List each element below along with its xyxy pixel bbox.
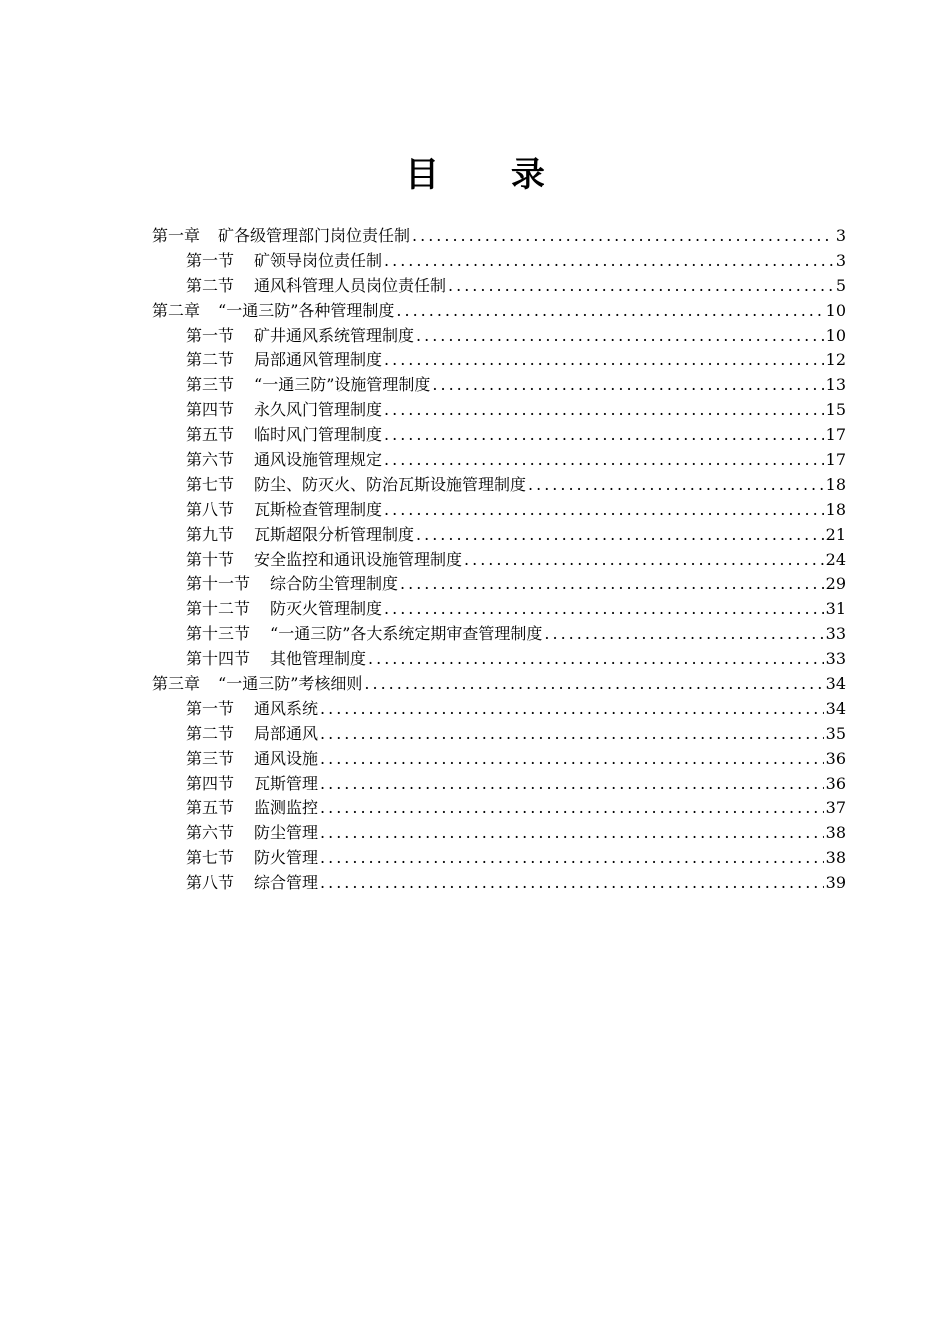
toc-dot-leader [384, 398, 824, 423]
toc-entry-title: 矿领导岗位责任制 [254, 250, 383, 270]
toc-page-number: 18 [825, 474, 846, 494]
toc-page-number: 17 [825, 425, 846, 445]
toc-section-entry[interactable] [152, 523, 846, 548]
toc-entry-number: 第四节 [186, 773, 235, 793]
toc-entry-number: 第二节 [186, 350, 235, 370]
toc-entry-title: “一通三防”设施管理制度 [254, 375, 431, 395]
toc-dot-leader [464, 548, 824, 573]
toc-chapter-entry[interactable] [152, 672, 846, 697]
toc-page-number: 5 [835, 275, 846, 295]
toc-section-entry[interactable] [152, 597, 846, 622]
toc-entry-number: 第十节 [186, 549, 235, 569]
toc-dot-leader [384, 498, 824, 523]
toc-chapter-entry[interactable] [152, 224, 846, 249]
toc-dot-leader [432, 373, 823, 398]
toc-entry-number: 第一节 [186, 325, 235, 345]
toc-page-number: 35 [825, 723, 846, 743]
toc-dot-leader [448, 274, 834, 299]
toc-page-number: 37 [825, 798, 846, 818]
toc-dot-leader [320, 747, 824, 772]
toc-page-number: 3 [835, 226, 846, 245]
toc-chapter-entry[interactable] [152, 299, 846, 324]
toc-entry-title: 通风科管理人员岗位责任制 [254, 275, 447, 295]
toc-entry-title: 防火管理 [254, 848, 319, 868]
toc-section-entry[interactable] [152, 722, 846, 747]
toc-entry-title: 综合防尘管理制度 [270, 574, 399, 594]
toc-entry-number: 第七节 [186, 474, 235, 494]
toc-dot-leader [396, 299, 823, 324]
page-title: 目 录 [405, 155, 575, 195]
toc-page-number: 17 [825, 450, 846, 470]
toc-entry-title: 瓦斯超限分析管理制度 [254, 524, 415, 544]
toc-entry-title: 综合管理 [254, 873, 319, 893]
toc-page-number: 13 [825, 375, 846, 395]
toc-entry-number: 第七节 [186, 848, 235, 868]
toc-section-entry[interactable] [152, 846, 846, 871]
toc-entry-number: 第一节 [186, 698, 235, 718]
toc-entry-title: “一通三防”考核细则 [218, 674, 363, 694]
toc-dot-leader [416, 523, 824, 548]
toc-entry-number: 第二节 [186, 275, 235, 295]
toc-entry-number: 第三章 [152, 674, 201, 694]
toc-entry-number: 第六节 [186, 823, 235, 843]
toc-page-number: 34 [825, 698, 846, 718]
toc-entry-number: 第二章 [152, 300, 201, 320]
toc-page-number: 24 [825, 549, 846, 569]
toc-section-entry[interactable] [152, 647, 846, 672]
toc-entry-title: 其他管理制度 [270, 649, 367, 669]
toc-entry-number: 第十二节 [186, 599, 251, 619]
toc-entry-number: 第八节 [186, 873, 235, 893]
toc-entry-title: “一通三防”各种管理制度 [218, 300, 395, 320]
toc-entry-number: 第一章 [152, 226, 201, 245]
toc-entry-title: 通风设施管理规定 [254, 450, 383, 470]
toc-page-number: 34 [825, 674, 846, 694]
toc-page-number: 36 [825, 748, 846, 768]
toc-page-number: 33 [825, 624, 846, 644]
toc-page-number: 36 [825, 773, 846, 793]
toc-dot-leader [412, 224, 834, 249]
toc-entry-number: 第九节 [186, 524, 235, 544]
toc-dot-leader [416, 324, 824, 349]
toc-section-entry[interactable] [152, 324, 846, 349]
toc-entry-title: 局部通风管理制度 [254, 350, 383, 370]
toc-section-entry[interactable] [152, 373, 846, 398]
toc-entry-title: 防灭火管理制度 [270, 599, 383, 619]
toc-entry-number: 第六节 [186, 450, 235, 470]
toc-section-entry[interactable] [152, 821, 846, 846]
toc-section-entry[interactable] [152, 747, 846, 772]
table-of-contents [152, 224, 846, 896]
toc-section-entry[interactable] [152, 398, 846, 423]
toc-entry-title: 安全监控和通讯设施管理制度 [254, 549, 463, 569]
toc-section-entry[interactable] [152, 548, 846, 573]
toc-entry-number: 第十一节 [186, 574, 251, 594]
toc-entry-title: 防尘、防灭火、防治瓦斯设施管理制度 [254, 474, 527, 494]
toc-page-number: 12 [825, 350, 846, 370]
toc-dot-leader [320, 722, 824, 747]
toc-entry-number: 第八节 [186, 499, 235, 519]
toc-dot-leader [384, 448, 824, 473]
toc-section-entry[interactable] [152, 348, 846, 373]
toc-page-number: 18 [825, 499, 846, 519]
toc-page-number: 21 [825, 524, 846, 544]
toc-section-entry[interactable] [152, 448, 846, 473]
toc-dot-leader [400, 572, 824, 597]
toc-section-entry[interactable] [152, 772, 846, 797]
toc-dot-leader [384, 249, 834, 274]
toc-entry-title: “一通三防”各大系统定期审查管理制度 [270, 624, 543, 644]
toc-section-entry[interactable] [152, 622, 846, 647]
toc-entry-title: 瓦斯检查管理制度 [254, 499, 383, 519]
toc-entry-title: 矿各级管理部门岗位责任制 [218, 226, 411, 245]
toc-section-entry[interactable] [152, 871, 846, 896]
toc-page-number: 38 [825, 848, 846, 868]
toc-page-number: 15 [825, 400, 846, 420]
toc-dot-leader [544, 622, 823, 647]
toc-section-entry[interactable] [152, 697, 846, 722]
toc-dot-leader [320, 697, 824, 722]
toc-page-number: 29 [825, 574, 846, 594]
toc-section-entry[interactable] [152, 796, 846, 821]
toc-entry-title: 通风设施 [254, 748, 319, 768]
toc-entry-title: 局部通风 [254, 723, 319, 743]
toc-dot-leader [320, 772, 824, 797]
toc-page-number: 10 [825, 300, 846, 320]
toc-entry-number: 第五节 [186, 798, 235, 818]
toc-entry-title: 瓦斯管理 [254, 773, 319, 793]
toc-dot-leader [364, 672, 823, 697]
toc-entry-number: 第三节 [186, 748, 235, 768]
toc-entry-number: 第三节 [186, 375, 235, 395]
toc-dot-leader [320, 871, 824, 896]
toc-section-entry[interactable] [152, 498, 846, 523]
toc-entry-title: 矿井通风系统管理制度 [254, 325, 415, 345]
toc-entry-number: 第四节 [186, 400, 235, 420]
toc-section-entry[interactable] [152, 423, 846, 448]
toc-page-number: 10 [825, 325, 846, 345]
toc-dot-leader [384, 597, 824, 622]
toc-entry-number: 第二节 [186, 723, 235, 743]
toc-entry-number: 第十三节 [186, 624, 251, 644]
toc-entry-title: 通风系统 [254, 698, 319, 718]
toc-dot-leader [368, 647, 824, 672]
toc-page-number: 33 [825, 649, 846, 669]
toc-entry-title: 临时风门管理制度 [254, 425, 383, 445]
toc-entry-number: 第五节 [186, 425, 235, 445]
toc-entry-number: 第一节 [186, 250, 235, 270]
toc-page-number: 38 [825, 823, 846, 843]
toc-page-number: 31 [825, 599, 846, 619]
toc-page-number: 39 [825, 873, 846, 893]
toc-entry-number: 第十四节 [186, 649, 251, 669]
toc-section-entry[interactable] [152, 249, 846, 274]
toc-dot-leader [320, 821, 824, 846]
toc-entry-title: 防尘管理 [254, 823, 319, 843]
toc-dot-leader [320, 846, 824, 871]
toc-section-entry[interactable] [152, 274, 846, 299]
toc-dot-leader [384, 348, 824, 373]
toc-page-number: 3 [835, 250, 846, 270]
toc-dot-leader [384, 423, 824, 448]
toc-section-entry[interactable] [152, 473, 846, 498]
toc-entry-title: 永久风门管理制度 [254, 400, 383, 420]
toc-entry-title: 监测监控 [254, 798, 319, 818]
toc-section-entry[interactable] [152, 572, 846, 597]
toc-dot-leader [528, 473, 824, 498]
toc-dot-leader [320, 796, 824, 821]
